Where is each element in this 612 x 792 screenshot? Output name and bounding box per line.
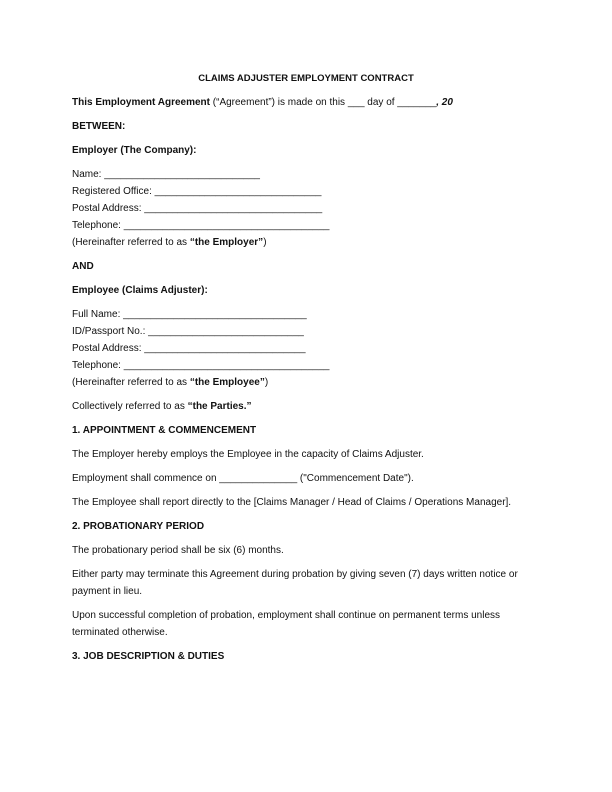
employer-reference — [72, 234, 540, 251]
employer-ref-prefix: (Hereinafter referred to as — [72, 237, 190, 248]
employer-name-field: Name: ____________________________ — [72, 169, 260, 180]
employer-office-field: Registered Office: ______________________________ — [72, 186, 322, 197]
employee-ref-bold: “the Employee” — [189, 377, 265, 388]
document-title: CLAIMS ADJUSTER EMPLOYMENT CONTRACT — [198, 73, 414, 84]
employee-reference — [72, 374, 540, 391]
employer-ref-suffix: ) — [263, 237, 267, 248]
section-1-paragraph-3: The Employee shall report directly to the [Claims Manager / Head of Claims / Operations Manager]. — [72, 497, 512, 508]
parties-paragraph — [72, 398, 540, 415]
employer-fields — [72, 166, 540, 251]
parties-bold: “the Parties.” — [187, 401, 252, 412]
section-2-heading: 2. PROBATIONARY PERIOD — [72, 521, 205, 532]
section-2-paragraph-2: Either party may terminate this Agreement during probation by giving seven (7) days written notice or payment in lieu. — [72, 569, 518, 597]
section-1-paragraph-2: Employment shall commence on ______________ ("Commencement Date"). — [72, 473, 414, 484]
employer-telephone-field: Telephone: _____________________________________ — [72, 220, 330, 231]
employer-ref-bold: “the Employer” — [189, 237, 264, 248]
section-1-paragraph-1: The Employer hereby employs the Employee in the capacity of Claims Adjuster. — [72, 449, 424, 460]
section-2-paragraph-1: The probationary period shall be six (6) months. — [72, 545, 284, 556]
intro-year: , 20 — [436, 97, 453, 108]
and-heading: AND — [72, 261, 94, 272]
employee-name-field: Full Name: _________________________________ — [72, 309, 307, 320]
parties-prefix: Collectively referred to as — [72, 401, 188, 412]
intro-bold-lead: This Employment Agreement — [72, 97, 210, 108]
employee-heading: Employee (Claims Adjuster): — [72, 285, 208, 296]
intro-paragraph — [72, 94, 540, 111]
employee-id-field: ID/Passport No.: ____________________________ — [72, 326, 304, 337]
between-heading: BETWEEN: — [72, 121, 126, 132]
section-2-paragraph-3: Upon successful completion of probation, employment shall continue on permanent terms unless terminated otherwise. — [72, 610, 501, 638]
employee-ref-suffix: ) — [264, 377, 269, 388]
employee-fields — [72, 306, 540, 391]
employee-postal-field: Postal Address: _____________________________ — [72, 343, 306, 354]
intro-text: (“Agreement”) is made on this ___ day of _______ — [210, 97, 437, 108]
section-1-heading: 1. APPOINTMENT & COMMENCEMENT — [72, 425, 257, 436]
section-3-heading: 3. JOB DESCRIPTION & DUTIES — [72, 651, 225, 662]
employer-heading: Employer (The Company): — [72, 145, 197, 156]
employee-telephone-field: Telephone: _____________________________________ — [72, 360, 330, 371]
document-page — [72, 70, 540, 672]
employee-ref-prefix: (Hereinafter referred to as — [72, 377, 190, 388]
employer-postal-field: Postal Address: ________________________________ — [72, 203, 323, 214]
